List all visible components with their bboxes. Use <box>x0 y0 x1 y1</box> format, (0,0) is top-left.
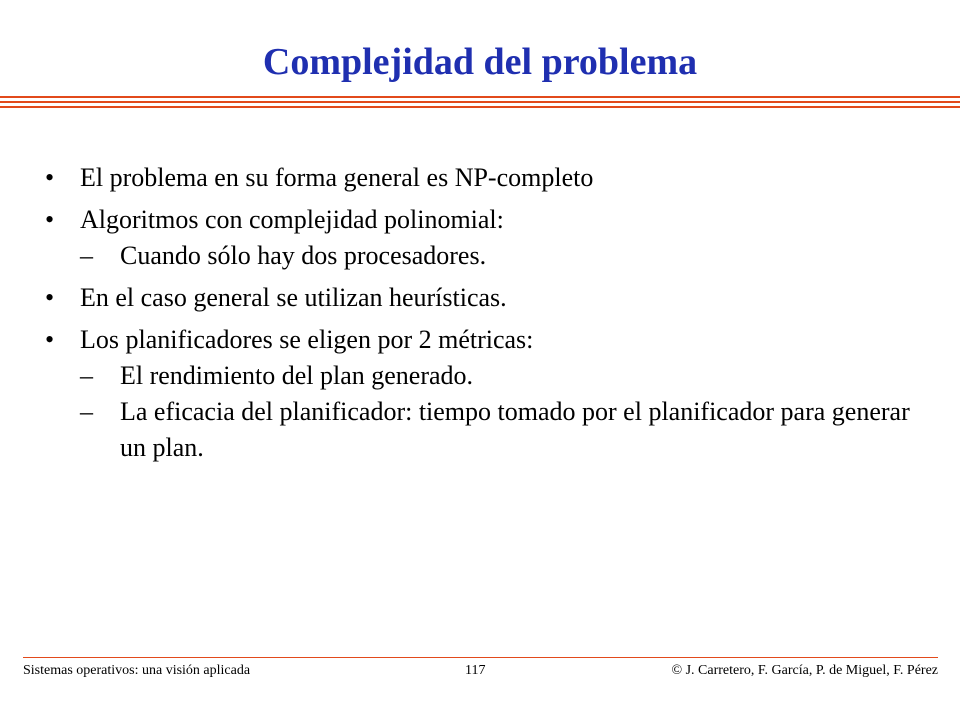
title-underline-rule <box>0 96 960 98</box>
sub-bullet-item <box>80 238 925 274</box>
sub-bullet-marker: – <box>80 397 93 426</box>
sub-bullet-text: El rendimiento del plan generado. <box>120 361 474 390</box>
bullet-text: Los planificadores se eligen por 2 métricas: <box>80 325 534 354</box>
bullet-marker: • <box>45 205 55 234</box>
footer-copyright: © J. Carretero, F. García, P. de Miguel, F. Pérez <box>671 663 938 678</box>
sub-bullet-text: Cuando sólo hay dos procesadores. <box>120 241 487 270</box>
bullet-text: Algoritmos con complejidad polinomial: <box>80 205 504 234</box>
footer-book-title: Sistemas operativos: una visión aplicada <box>23 663 251 678</box>
sub-bullet-item <box>80 394 925 466</box>
sub-bullet-text: La eficacia del planificador: tiempo tomado por el planificador para generar un plan. <box>120 397 910 462</box>
bullet-marker: • <box>45 163 55 192</box>
footer-page-number: 117 <box>465 663 486 678</box>
slide-body <box>45 160 925 472</box>
bullet-marker: • <box>45 325 55 354</box>
sub-bullet-item <box>80 358 925 394</box>
bullet-item <box>45 322 925 466</box>
bullet-text: En el caso general se utilizan heurísticas. <box>80 283 507 312</box>
bullet-item <box>45 280 925 316</box>
sub-bullet-marker: – <box>80 361 93 390</box>
footer-divider <box>23 657 938 658</box>
title-underline-rule <box>0 106 960 108</box>
title-underline-rule <box>0 101 960 103</box>
sub-bullet-marker: – <box>80 241 93 270</box>
bullet-item <box>45 160 925 196</box>
bullet-text: El problema en su forma general es NP-completo <box>80 163 594 192</box>
slide-title: Complejidad del problema <box>262 41 698 83</box>
bullet-item <box>45 202 925 274</box>
bullet-marker: • <box>45 283 55 312</box>
